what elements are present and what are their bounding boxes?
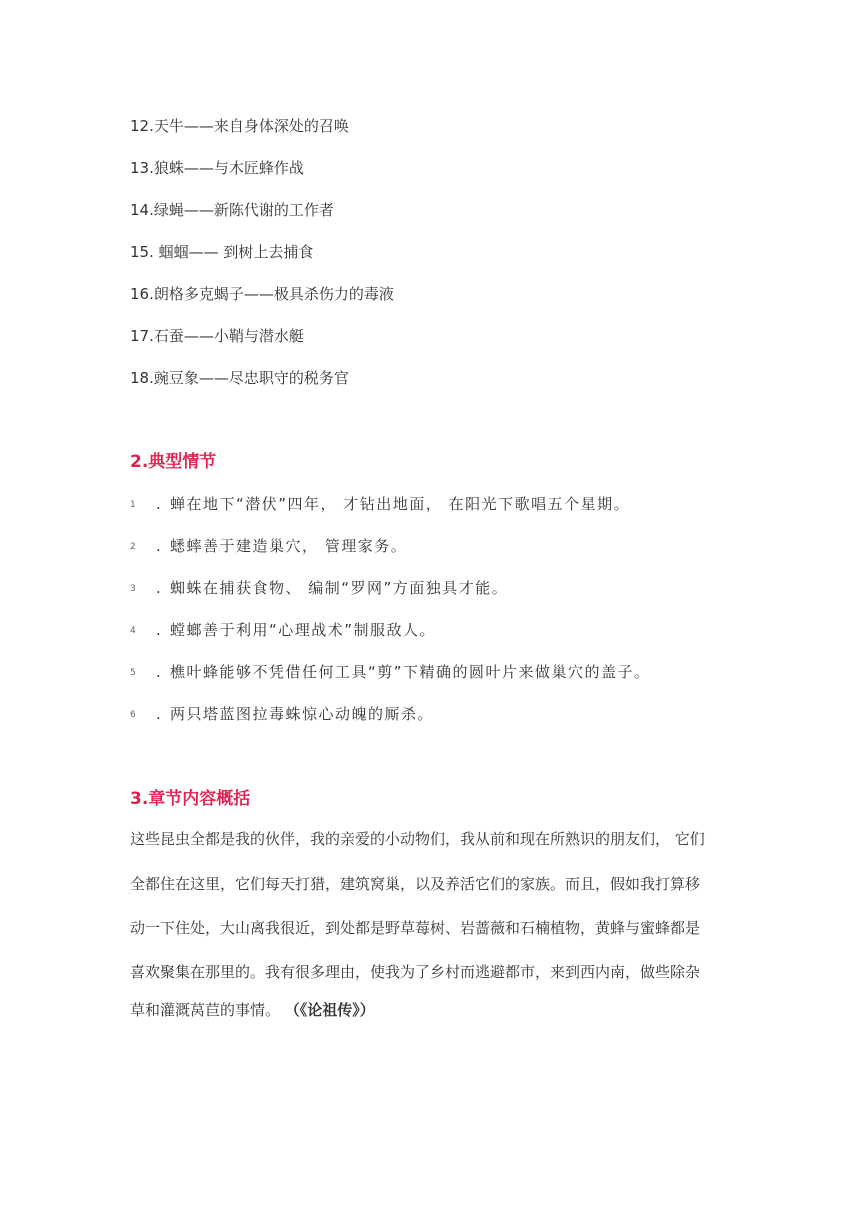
- plot-item-number: 5: [130, 668, 136, 678]
- section-heading-summary: 3.章节内容概括: [130, 789, 251, 809]
- plot-item: 2 . 蟋蟀善于建造巢穴， 管理家务。: [130, 537, 408, 555]
- plot-item-number: 2: [130, 542, 136, 552]
- plot-item-number: 4: [130, 626, 136, 636]
- plot-item: 1 . 蝉在地下“潜伏”四年， 才钻出地面， 在阳光下歌唱五个星期。: [130, 495, 631, 513]
- list-item: 12.天牛——来自身体深处的召唤: [130, 117, 349, 135]
- list-item: 17.石蚕——小鞘与潜水艇: [130, 327, 304, 345]
- plot-item-number: 1: [130, 500, 136, 510]
- plot-item: 4 . 螳螂善于利用“心理战术”制服敌人。: [130, 621, 437, 639]
- list-item: 16.朗格多克蝎子——极具杀伤力的毒液: [130, 285, 394, 303]
- plot-item-text: 蟋蟀善于建造巢穴， 管理家务。: [170, 537, 408, 555]
- paragraph-line: 这些昆虫全都是我的伙伴，我的亲爱的小动物们，我从前和现在所熟识的朋友们， 它们: [130, 830, 705, 848]
- paragraph-text: 草和灌溉莴苣的事情。: [130, 1001, 281, 1019]
- list-item: 15. 蝈蝈—— 到树上去捕食: [130, 243, 314, 261]
- list-item: 13.狼蛛——与木匠蜂作战: [130, 159, 304, 177]
- paragraph-line: 动一下住处，大山离我很近，到处都是野草莓树、岩蔷薇和石楠植物，黄蜂与蜜蜂都是: [130, 919, 701, 937]
- plot-item-number: 6: [130, 710, 136, 720]
- plot-item-text: 蝉在地下“潜伏”四年， 才钻出地面， 在阳光下歌唱五个星期。: [170, 495, 631, 513]
- plot-item-text: 螳螂善于利用“心理战术”制服敌人。: [170, 621, 437, 639]
- list-item: 18.豌豆象——尽忠职守的税务官: [130, 369, 349, 387]
- source-citation: （《论祖传》）: [284, 1001, 375, 1019]
- paragraph-line: 全都住在这里，它们每天打猎，建筑窝巢，以及养活它们的家族。而且，假如我打算移: [130, 875, 701, 893]
- list-item: 14.绿蝇——新陈代谢的工作者: [130, 201, 334, 219]
- plot-item: 6 . 两只塔蓝图拉毒蛛惊心动魄的厮杀。: [130, 705, 435, 723]
- paragraph-line: 喜欢聚集在那里的。我有很多理由，使我为了乡村而逃避都市，来到西内南，做些除杂: [130, 963, 701, 981]
- plot-item: 5 . 樵叶蜂能够不凭借任何工具“剪”下精确的圆叶片来做巢穴的盖子。: [130, 663, 651, 681]
- section-heading-plots: 2.典型情节: [130, 452, 217, 472]
- plot-item: 3 . 蜘蛛在捕获食物、 编制“罗网”方面独具才能。: [130, 579, 509, 597]
- plot-item-text: 两只塔蓝图拉毒蛛惊心动魄的厮杀。: [170, 705, 435, 723]
- plot-item-text: 蜘蛛在捕获食物、 编制“罗网”方面独具才能。: [170, 579, 509, 597]
- plot-item-text: 樵叶蜂能够不凭借任何工具“剪”下精确的圆叶片来做巢穴的盖子。: [170, 663, 651, 681]
- paragraph-line: [130, 1000, 730, 1020]
- plot-item-number: 3: [130, 584, 136, 594]
